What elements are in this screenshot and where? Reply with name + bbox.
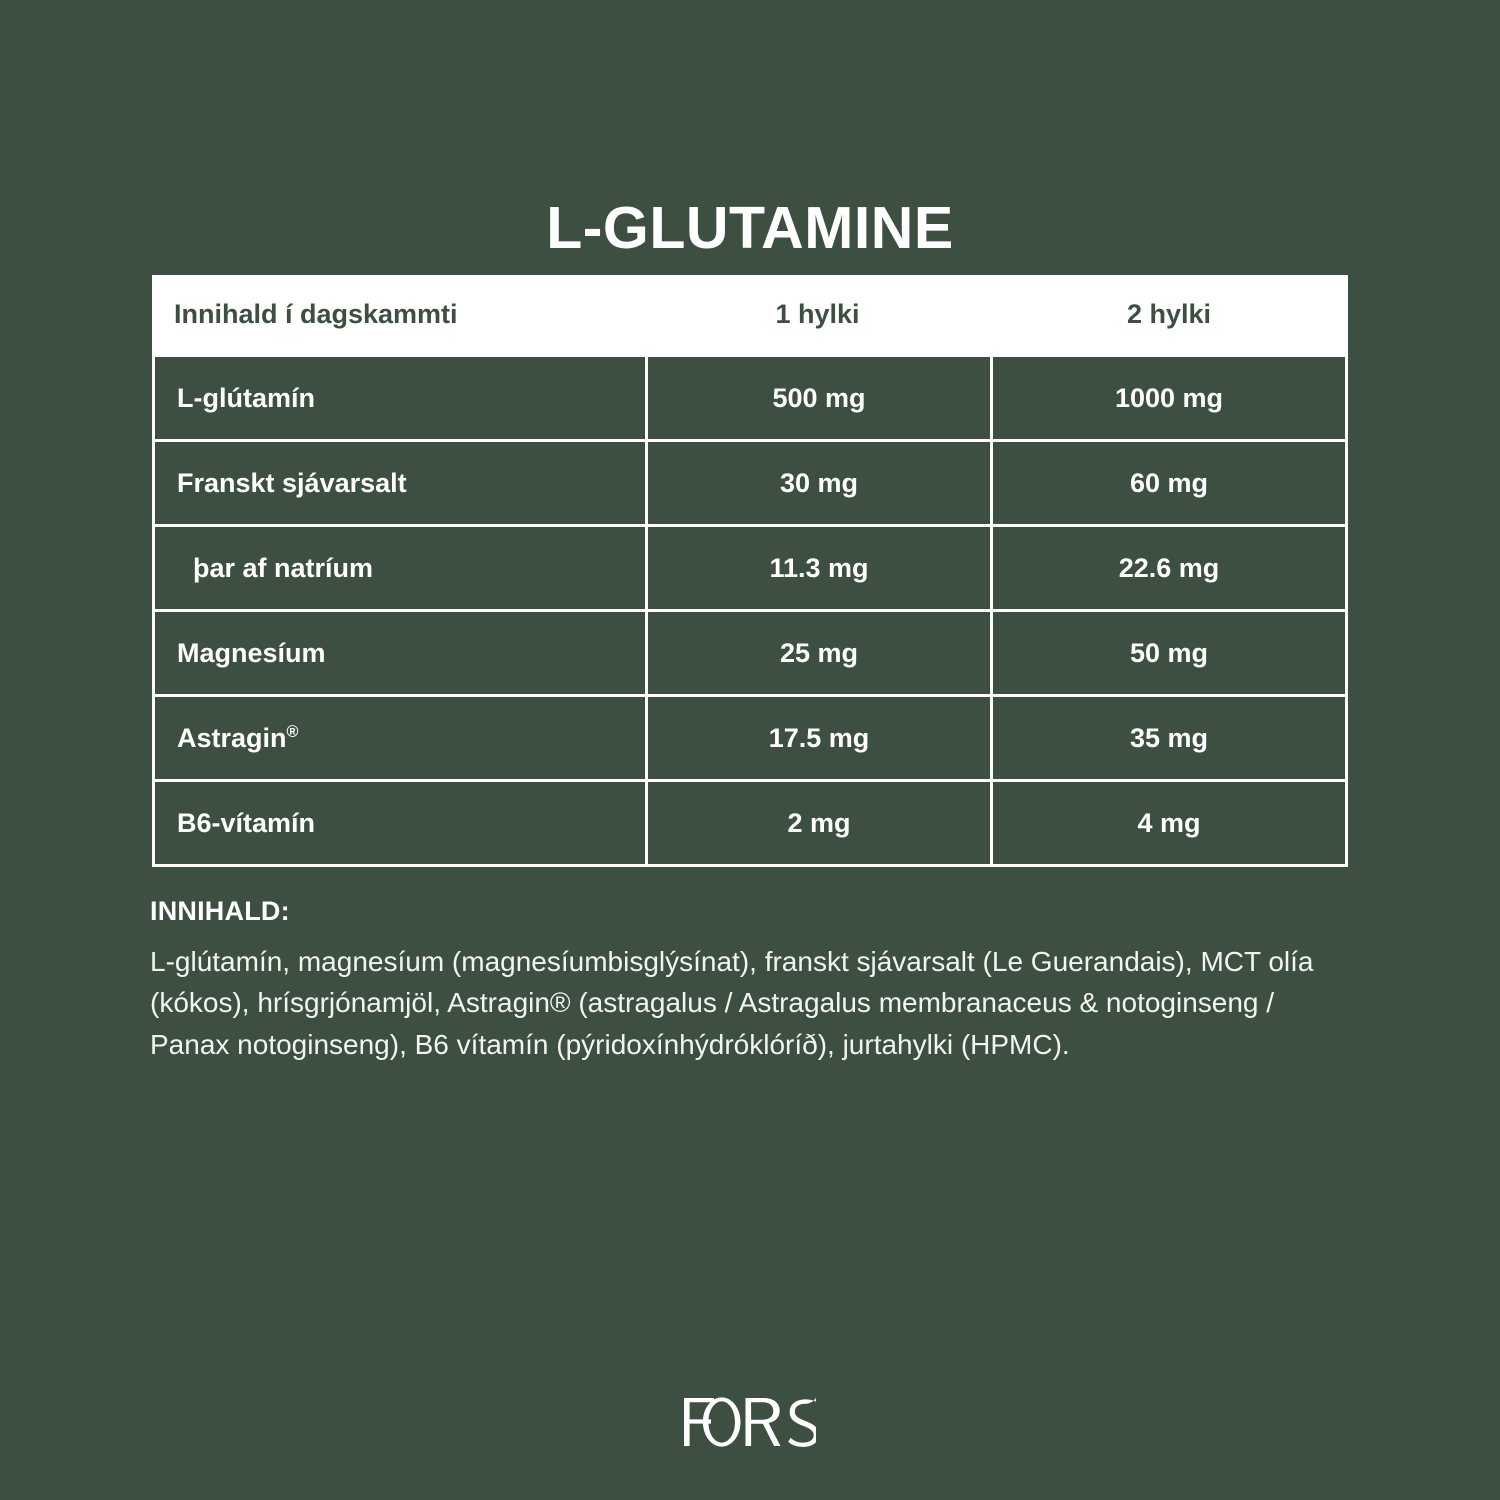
ingredients-heading: INNIHALD: — [150, 896, 290, 926]
table-header — [152, 275, 1348, 354]
cell-dose-2: 50 mg — [990, 609, 1348, 694]
registered-trademark-icon: ® — [286, 722, 299, 741]
cell-dose-1: 30 mg — [645, 439, 990, 524]
cell-dose-1: 25 mg — [645, 609, 990, 694]
cell-dose-2: 1000 mg — [990, 354, 1348, 439]
cell-ingredient-name: B6-vítamín — [152, 779, 645, 867]
ingredients-body: L-glútamín, magnesíum (magnesíumbisglýsínat), franskt sjávarsalt (Le Guerandais), MCT olía (kókos), hrísgrjónamjöl, Astragin® (astragalus / Astragalus membranaceus & notoginseng / Panax notoginseng), B6 vítamín (pýridoxínhýdróklóríð), jurtahylki (HPMC). — [150, 946, 1314, 1060]
supplement-facts-table — [152, 275, 1348, 867]
cell-ingredient-name: þar af natríum — [152, 524, 645, 609]
brand-logo — [0, 1396, 1500, 1453]
table-row — [152, 354, 1348, 439]
column-header-ingredient: Innihald í dagskammti — [152, 275, 645, 354]
cell-dose-1: 2 mg — [645, 779, 990, 867]
cell-ingredient-name: Magnesíum — [152, 609, 645, 694]
cell-dose-2: 60 mg — [990, 439, 1348, 524]
page-title: L-GLUTAMINE — [546, 194, 954, 261]
table-row — [152, 779, 1348, 867]
supplement-facts-table-container — [152, 275, 1348, 867]
table-row — [152, 524, 1348, 609]
cell-dose-1: 17.5 mg — [645, 694, 990, 779]
cell-ingredient-name: Franskt sjávarsalt — [152, 439, 645, 524]
column-header-dose-1: 1 hylki — [645, 275, 990, 354]
table-row — [152, 609, 1348, 694]
table-row — [152, 439, 1348, 524]
cell-ingredient-name: Astragin® — [152, 694, 645, 779]
ingredients-section — [150, 896, 1360, 1065]
cell-dose-1: 11.3 mg — [645, 524, 990, 609]
table-row — [152, 694, 1348, 779]
fors-wordmark-icon — [684, 1396, 816, 1448]
cell-dose-1: 500 mg — [645, 354, 990, 439]
cell-ingredient-name: L-glútamín — [152, 354, 645, 439]
table-body — [152, 354, 1348, 867]
cell-dose-2: 35 mg — [990, 694, 1348, 779]
column-header-dose-2: 2 hylki — [990, 275, 1348, 354]
cell-dose-2: 22.6 mg — [990, 524, 1348, 609]
cell-dose-2: 4 mg — [990, 779, 1348, 867]
table-header-row — [152, 275, 1348, 354]
